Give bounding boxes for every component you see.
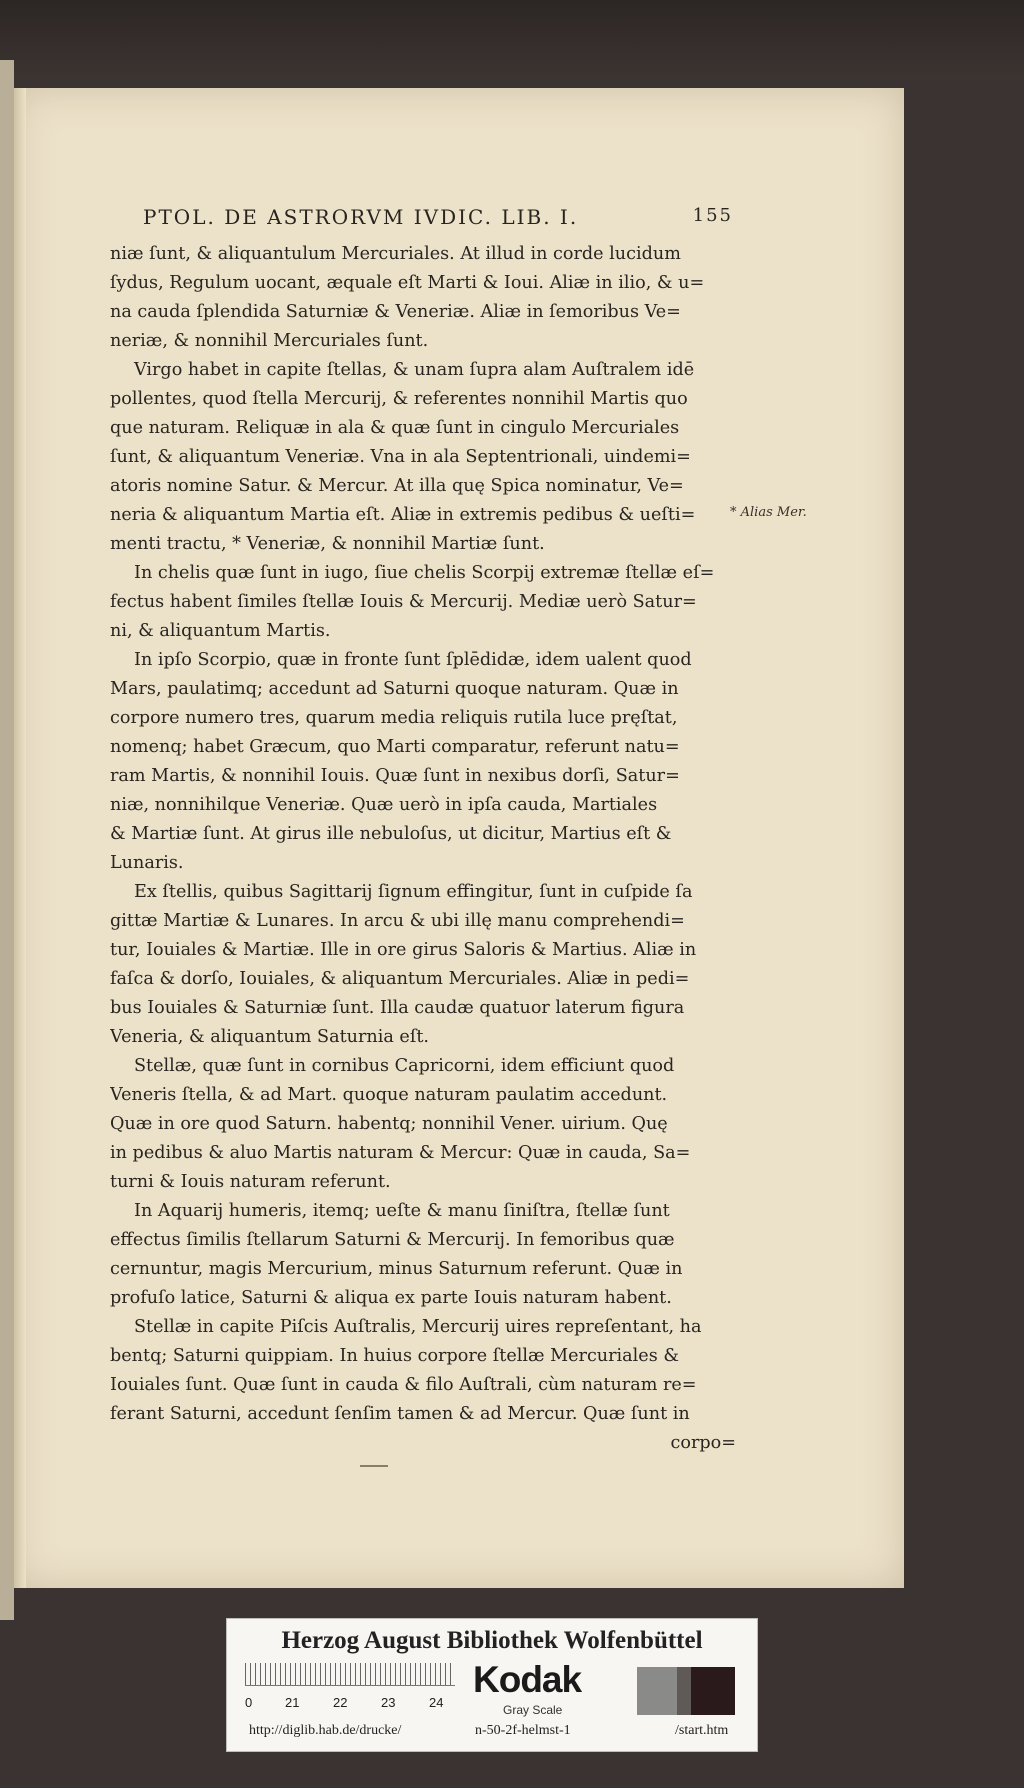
swatch-light xyxy=(637,1667,677,1715)
text-line: pollentes, quod ſtella Mercurij, & referentes nonnihil Martis quo xyxy=(110,389,688,409)
text-line: menti tractu, * Veneriæ, & nonnihil Martiæ ſunt. xyxy=(110,534,545,554)
text-line: ſydus, Regulum uocant, æquale eſt Marti & Ioui. Aliæ in ilio, & u= xyxy=(110,273,705,293)
paragraph-start: Virgo habet in capite ſtellas, & unam ſupra alam Auſtralem idē xyxy=(134,360,695,380)
marginal-note: * Alias Mer. xyxy=(730,505,807,520)
text-line: corpore numero tres, quarum media reliquis rutila luce pręſtat, xyxy=(110,708,678,728)
card-footer xyxy=(227,1723,757,1745)
facing-page-edge xyxy=(0,60,14,1620)
paragraph-start: In ipſo Scorpio, quæ in fronte ſunt ſplēdidæ, idem ualent quod xyxy=(134,650,692,670)
gray-scale-label: Gray Scale xyxy=(503,1703,563,1717)
text-line: Veneris ſtella, & ad Mart. quoque naturam paulatim accedunt. xyxy=(110,1085,668,1105)
text-line: ni, & aliquantum Martis. xyxy=(110,621,331,641)
text-line: gittæ Martiæ & Lunares. In arcu & ubi illę manu comprehendi= xyxy=(110,911,685,931)
scan-backdrop xyxy=(0,0,1024,80)
text-line: neria & aliquantum Martia eſt. Aliæ in extremis pedibus & ueſti= xyxy=(110,505,696,525)
text-line: turni & Iouis naturam referunt. xyxy=(110,1172,391,1192)
paragraph-start: Ex ſtellis, quibus Sagittarij ſignum effingitur, ſunt in cuſpide ſa xyxy=(134,882,693,902)
text-line: ram Martis, & nonnihil Iouis. Quæ ſunt in nexibus dorſi, Satur= xyxy=(110,766,680,786)
running-title: PTOL. DE ASTRORVM IVDIC. LIB. I. xyxy=(143,205,579,229)
text-line: fectus habent ſimiles ſtellæ Iouis & Mercurij. Mediæ uerò Satur= xyxy=(110,592,697,612)
text-line: neriæ, & nonnihil Mercuriales ſunt. xyxy=(110,331,429,351)
library-url: http://diglib.hab.de/drucke/ xyxy=(249,1723,402,1738)
text-line: atoris nomine Satur. & Mercur. At illa quę Spica nominatur, Ve= xyxy=(110,476,684,496)
text-line: cernuntur, magis Mercurium, minus Saturnum referunt. Quæ in xyxy=(110,1259,683,1279)
text-line: in pedibus & aluo Martis naturam & Mercur: Quæ in cauda, Sa= xyxy=(110,1143,691,1163)
library-color-card xyxy=(226,1618,758,1752)
text-line: niæ ſunt, & aliquantulum Mercuriales. At illud in corde lucidum xyxy=(110,244,681,264)
ruler-numbers xyxy=(241,1695,471,1711)
text-line: Quæ in ore quod Saturn. habentq; nonnihil Vener. uirium. Quę xyxy=(110,1114,668,1134)
catchword: corpo= xyxy=(670,1433,736,1453)
start-link: /start.htm xyxy=(675,1723,729,1738)
paragraph-start: In chelis quæ ſunt in iugo, ſiue chelis Scorpij extremæ ſtellæ eſ= xyxy=(134,563,715,583)
ruler-number: 22 xyxy=(333,1695,348,1710)
text-line: nomenq; habet Græcum, quo Marti comparatur, referunt natu= xyxy=(110,737,680,757)
scale-ruler xyxy=(245,1663,455,1686)
text-line: que naturam. Reliquæ in ala & quæ ſunt in cingulo Mercuriales xyxy=(110,418,680,438)
ruler-number: 0 xyxy=(245,1695,253,1710)
running-header xyxy=(143,205,733,235)
text-line: ſunt, & aliquantum Veneriæ. Vna in ala Septentrionali, uindemi= xyxy=(110,447,691,467)
text-line: profuſo latice, Saturni & aliqua ex parte Iouis naturam habent. xyxy=(110,1288,672,1308)
paragraph-start: In Aquarij humeris, itemq; ueſte & manu ſiniſtra, ſtellæ ſunt xyxy=(134,1201,670,1221)
kodak-logo: Kodak xyxy=(473,1659,582,1700)
text-line: effectus ſimilis ſtellarum Saturni & Mercurij. In femoribus quæ xyxy=(110,1230,675,1250)
text-line: tur, Iouiales & Martiæ. Ille in ore girus Saloris & Martius. Aliæ in xyxy=(110,940,697,960)
text-line: faſca & dorſo, Iouiales, & aliquantum Mercuriales. Aliæ in pedi= xyxy=(110,969,690,989)
text-line: Mars, paulatimq; accedunt ad Saturni quoque naturam. Quæ in xyxy=(110,679,679,699)
text-line: Lunaris. xyxy=(110,853,184,873)
folio-number: 155 xyxy=(692,205,733,226)
ruler-number: 23 xyxy=(381,1695,396,1710)
library-title: Herzog August Bibliothek Wolfenbüttel xyxy=(281,1627,703,1654)
text-line: na cauda ſplendida Saturniæ & Veneriæ. Aliæ in ſemoribus Ve= xyxy=(110,302,681,322)
page-gutter xyxy=(14,88,26,1588)
page-mark xyxy=(360,1465,388,1467)
paragraph-start: Stellæ in capite Piſcis Auſtralis, Mercurij uires repreſentant, ha xyxy=(134,1317,702,1337)
swatch-dark xyxy=(691,1667,735,1715)
text-line: bentq; Saturni quippiam. In huius corpore ſtellæ Mercuriales & xyxy=(110,1346,679,1366)
shelfmark: n-50-2f-helmst-1 xyxy=(475,1723,571,1738)
text-line: Veneria, & aliquantum Saturnia eſt. xyxy=(110,1027,430,1047)
text-line: ferant Saturni, accedunt ſenſim tamen & ad Mercur. Quæ ſunt in xyxy=(110,1404,690,1424)
ruler-number: 24 xyxy=(429,1695,444,1710)
text-line: niæ, nonnihilque Veneriæ. Quæ uerò in ipſa cauda, Martiales xyxy=(110,795,658,815)
text-line: bus Iouiales & Saturniæ ſunt. Illa caudæ quatuor laterum figura xyxy=(110,998,685,1018)
text-line: Iouiales ſunt. Quæ ſunt in cauda & filo Auſtrali, cùm naturam re= xyxy=(110,1375,697,1395)
paragraph-start: Stellæ, quæ ſunt in cornibus Capricorni, idem efficiunt quod xyxy=(134,1056,675,1076)
text-line: & Martiæ ſunt. At girus ille nebuloſus, ut dicitur, Martius eſt & xyxy=(110,824,672,844)
body-text xyxy=(110,240,740,1458)
ruler-number: 21 xyxy=(285,1695,300,1710)
swatch-mid xyxy=(677,1667,691,1715)
